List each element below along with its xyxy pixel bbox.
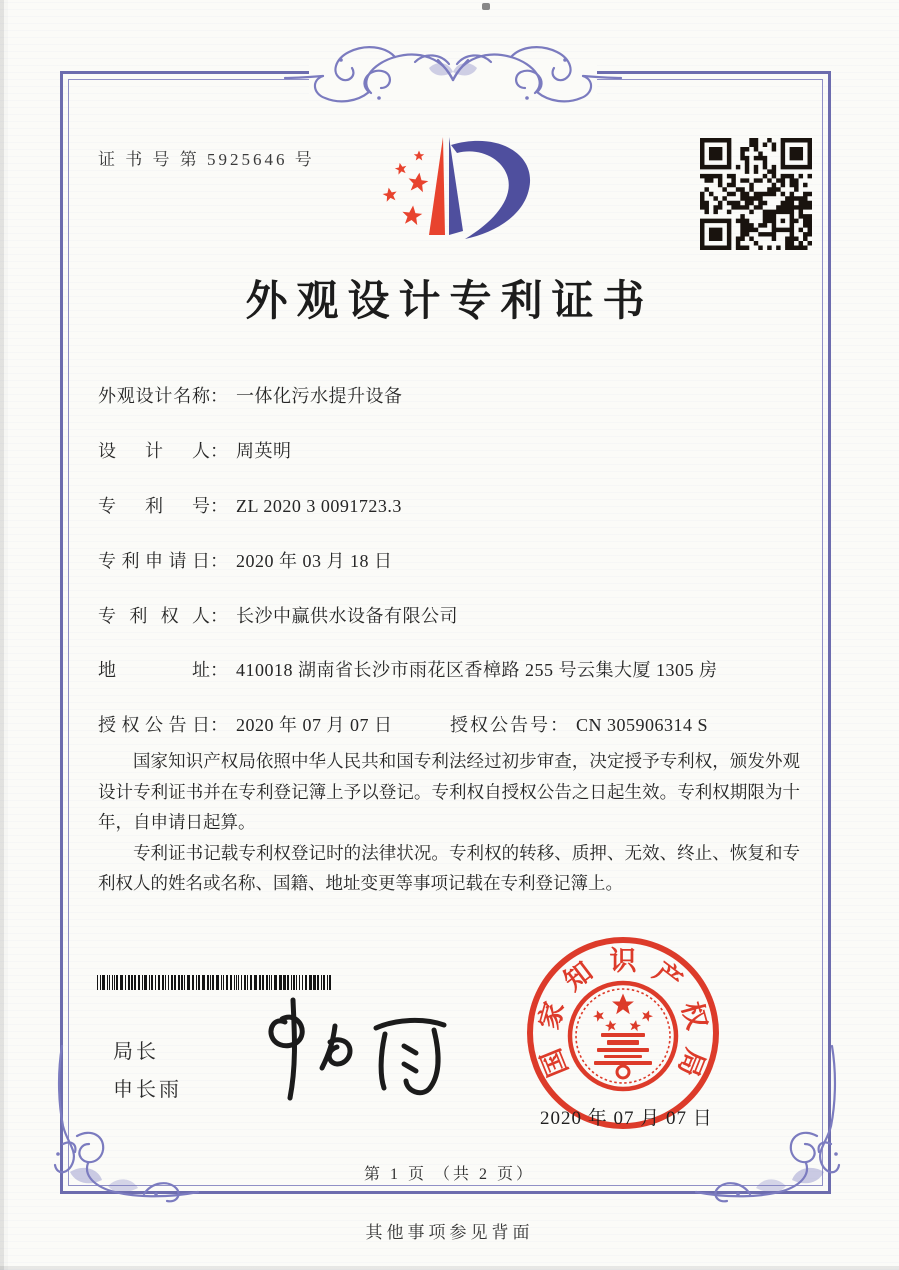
svg-text:产: 产 [647, 956, 688, 997]
certificate-number: 证 书 号 第 5925646 号 [98, 150, 315, 169]
commissioner-title: 局长 [113, 1041, 159, 1063]
field-value: 周英明 [236, 441, 292, 461]
field-address: 地址： 410018 湖南省长沙市雨花区香樟路 255 号云集大厦 1305 房 [98, 656, 718, 682]
legal-text [98, 746, 800, 899]
field-designer: 设计人： 周英明 [98, 437, 292, 463]
field-label: 授权公告号 [450, 715, 550, 735]
field-label: 设计人 [98, 441, 210, 461]
field-value: 2020 年 03 月 18 日 [236, 551, 393, 571]
certificate-title: 外观设计专利证书 [245, 279, 654, 325]
field-patent-number: 专利号： ZL 2020 3 0091723.3 [98, 492, 402, 518]
field-value: 410018 湖南省长沙市雨花区香樟路 255 号云集大厦 1305 房 [236, 660, 718, 680]
legal-paragraph-2: 专利证书记载专利权登记时的法律状况。专利权的转移、质押、无效、终止、恢复和专利权人的姓名或名称、国籍、地址变更等事项记载在专利登记簿上。 [98, 842, 800, 893]
field-grant-number: 授权公告号： CN 305906314 S [450, 711, 708, 737]
field-value: ZL 2020 3 0091723.3 [236, 496, 402, 516]
field-grant-date: 授权公告日： 2020 年 07 月 07 日 授权公告号： CN 305906314 S [98, 711, 393, 737]
back-side-note: 其他事项参见背面 [365, 1223, 534, 1242]
field-label: 授权公告日 [98, 715, 210, 735]
field-filing-date: 专利申请日： 2020 年 03 月 18 日 [98, 547, 393, 573]
field-label: 专利号 [98, 496, 210, 516]
svg-text:识: 识 [609, 946, 637, 977]
red-official-seal [524, 933, 722, 1131]
barcode [97, 975, 334, 990]
field-value: 长沙中赢供水设备有限公司 [236, 606, 458, 626]
svg-text:权: 权 [676, 998, 713, 1033]
field-label: 专利申请日 [98, 551, 210, 571]
field-design-name: 外观设计名称： 一体化污水提升设备 [98, 382, 403, 408]
field-label: 地址 [98, 660, 210, 680]
field-label: 专利权人 [98, 606, 210, 626]
field-label: 外观设计名称 [98, 386, 210, 406]
commissioner-name: 申长雨 [113, 1079, 182, 1101]
svg-text:家: 家 [533, 998, 570, 1033]
svg-text:国: 国 [535, 1044, 574, 1081]
field-patentee: 专利权人： 长沙中赢供水设备有限公司 [98, 602, 458, 628]
commissioner-signature [238, 992, 473, 1107]
svg-text:知: 知 [558, 956, 599, 997]
page-number: 第 1 页 （共 2 页） [363, 1166, 535, 1183]
cnipa-logo-icon [365, 131, 557, 259]
field-value: 一体化污水提升设备 [236, 386, 403, 406]
seal-date: 2020 年 07 月 07 日 [540, 1108, 713, 1129]
field-value: 2020 年 07 月 07 日 [236, 715, 393, 735]
qr-code [700, 138, 812, 250]
svg-text:局: 局 [672, 1044, 711, 1081]
field-value: CN 305906314 S [576, 715, 709, 735]
national-emblem-icon [570, 983, 676, 1089]
legal-paragraph-1: 国家知识产权局依照中华人民共和国专利法经过初步审查，决定授予专利权，颁发外观设计专利证书并在专利登记簿上予以登记。专利权自授权公告之日起生效。专利权期限为十年，自申请日起算。 [98, 751, 800, 832]
scan-speck [482, 3, 490, 10]
